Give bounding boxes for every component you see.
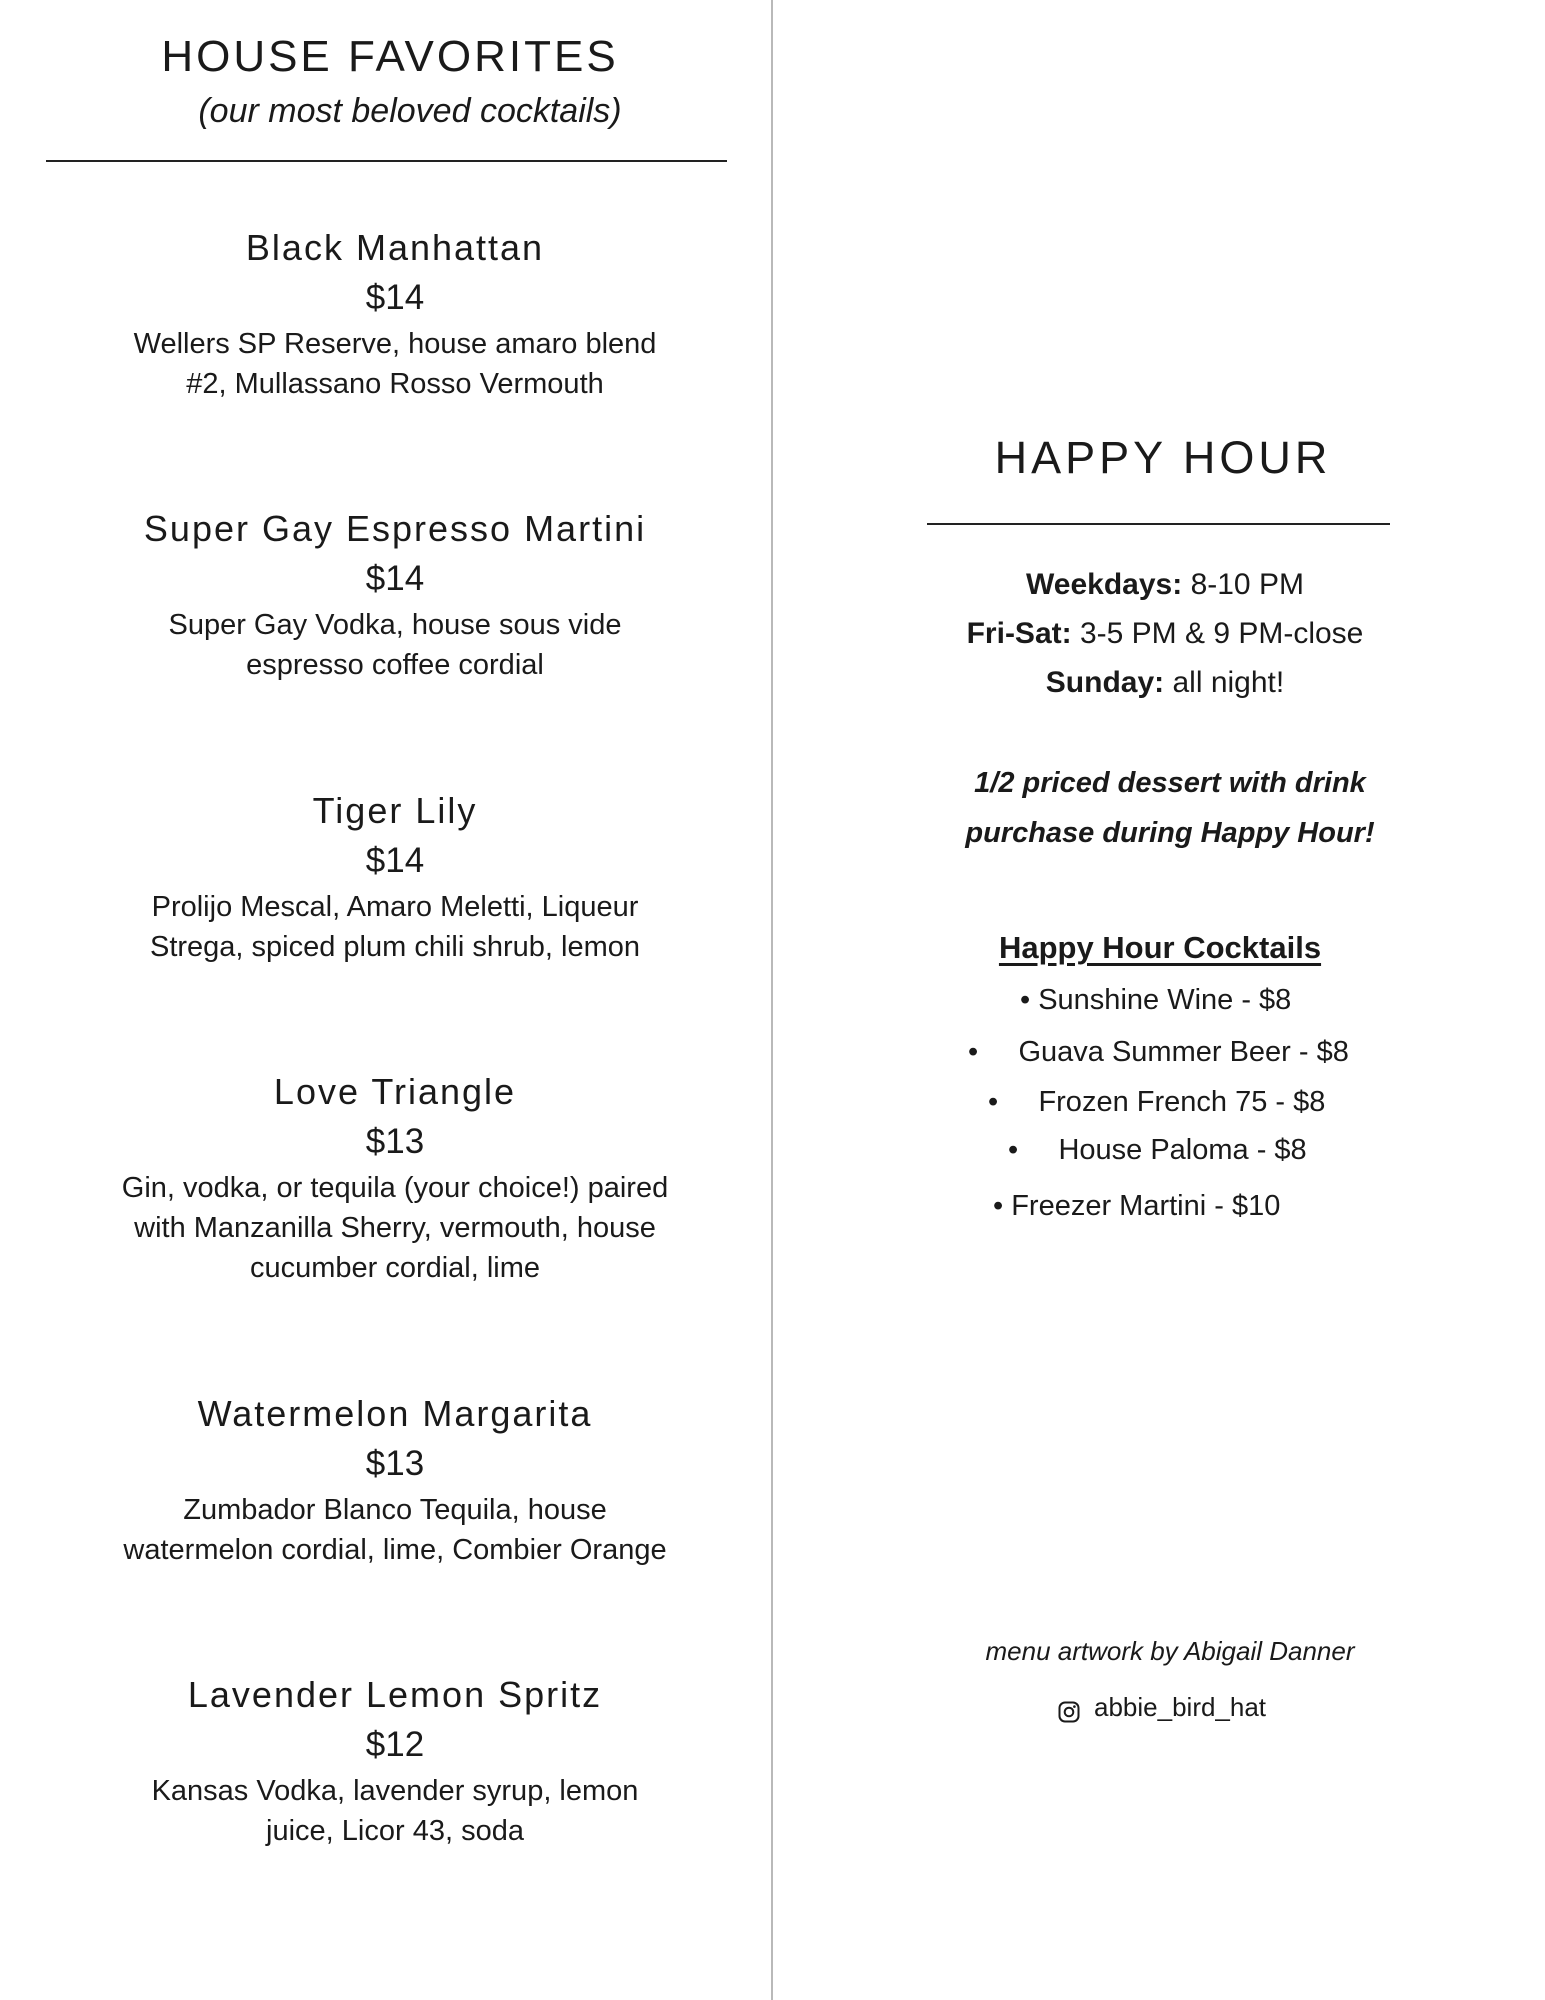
drink-description-line: Prolijo Mescal, Amaro Meletti, Liqueur	[151, 891, 639, 923]
schedule-label: Fri-Sat:	[966, 617, 1072, 650]
happy-hour-schedule	[900, 560, 1430, 707]
drink-description-line: juice, Licor 43, soda	[266, 1815, 524, 1847]
promo-line: 1/2 priced dessert with drink	[974, 767, 1366, 799]
drink-price: $13	[365, 1444, 425, 1483]
drink-item	[60, 1669, 730, 1851]
drink-price: $14	[365, 559, 425, 598]
drink-description-line: with Manzanilla Sherry, vermouth, house	[134, 1212, 656, 1244]
house-favorites-subtitle: (our most beloved cocktails)	[198, 92, 622, 130]
drink-description-line: cucumber cordial, lime	[249, 1252, 541, 1284]
drink-description-line: #2, Mullassano Rosso Vermouth	[186, 368, 604, 400]
column-divider	[771, 0, 773, 2000]
artwork-credit: menu artwork by Abigail Danner	[985, 1636, 1355, 1666]
happy-hour-cocktail-item: • Frozen French 75 - $8	[988, 1086, 1326, 1118]
drink-price: $14	[365, 278, 425, 317]
schedule-label: Weekdays:	[1026, 568, 1183, 601]
drink-name: Lavender Lemon Spritz	[187, 1674, 603, 1715]
happy-hour-cocktail-item: • Freezer Martini - $10	[993, 1190, 1281, 1222]
drink-item	[60, 222, 730, 404]
dessert-promo	[900, 758, 1440, 858]
drink-item	[60, 503, 730, 685]
drink-description-line: Strega, spiced plum chili shrub, lemon	[149, 931, 640, 963]
drink-item	[60, 1388, 730, 1570]
drink-description-line: Super Gay Vodka, house sous vide	[168, 609, 622, 641]
drink-price: $14	[365, 841, 425, 880]
schedule-row	[900, 560, 1430, 609]
happy-hour-cocktail-item: • Sunshine Wine - $8	[1020, 984, 1292, 1016]
schedule-row	[900, 609, 1430, 658]
instagram-credit	[1058, 1692, 1266, 1723]
schedule-value: all night!	[1164, 666, 1285, 699]
instagram-icon	[1058, 1699, 1080, 1721]
drink-name: Tiger Lily	[312, 790, 478, 831]
drink-description-line: Gin, vodka, or tequila (your choice!) paired	[121, 1172, 669, 1204]
house-favorites-rule	[46, 160, 727, 162]
drink-name: Love Triangle	[273, 1071, 517, 1112]
happy-hour-cocktails-heading: Happy Hour Cocktails	[998, 930, 1322, 965]
drink-name: Black Manhattan	[245, 227, 545, 268]
schedule-row	[900, 658, 1430, 707]
drink-name: Super Gay Espresso Martini	[143, 508, 647, 549]
schedule-label: Sunday:	[1045, 666, 1165, 699]
happy-hour-title: HAPPY HOUR	[994, 432, 1332, 483]
drink-name: Watermelon Margarita	[197, 1393, 593, 1434]
schedule-value: 3-5 PM & 9 PM-close	[1071, 617, 1364, 650]
drink-item	[60, 785, 730, 967]
happy-hour-cocktail-item: • House Paloma - $8	[1008, 1134, 1307, 1166]
instagram-handle: abbie_bird_hat	[1094, 1692, 1267, 1722]
happy-hour-cocktail-item: • Guava Summer Beer - $8	[968, 1036, 1349, 1068]
promo-line: purchase during Happy Hour!	[965, 817, 1375, 849]
happy-hour-rule	[927, 523, 1390, 525]
drink-price: $12	[365, 1725, 425, 1764]
drink-description-line: espresso coffee cordial	[246, 649, 544, 681]
drink-item	[60, 1066, 730, 1288]
drink-description-line: Zumbador Blanco Tequila, house	[183, 1494, 607, 1526]
drink-description-line: watermelon cordial, lime, Combier Orange	[123, 1534, 667, 1566]
drink-price: $13	[365, 1122, 425, 1161]
drink-description-line: Wellers SP Reserve, house amaro blend	[133, 328, 657, 360]
schedule-value: 8-10 PM	[1182, 568, 1304, 601]
house-favorites-section	[0, 0, 771, 2000]
drink-description-line: Kansas Vodka, lavender syrup, lemon	[151, 1775, 639, 1807]
house-favorites-title: HOUSE FAVORITES	[161, 32, 619, 81]
